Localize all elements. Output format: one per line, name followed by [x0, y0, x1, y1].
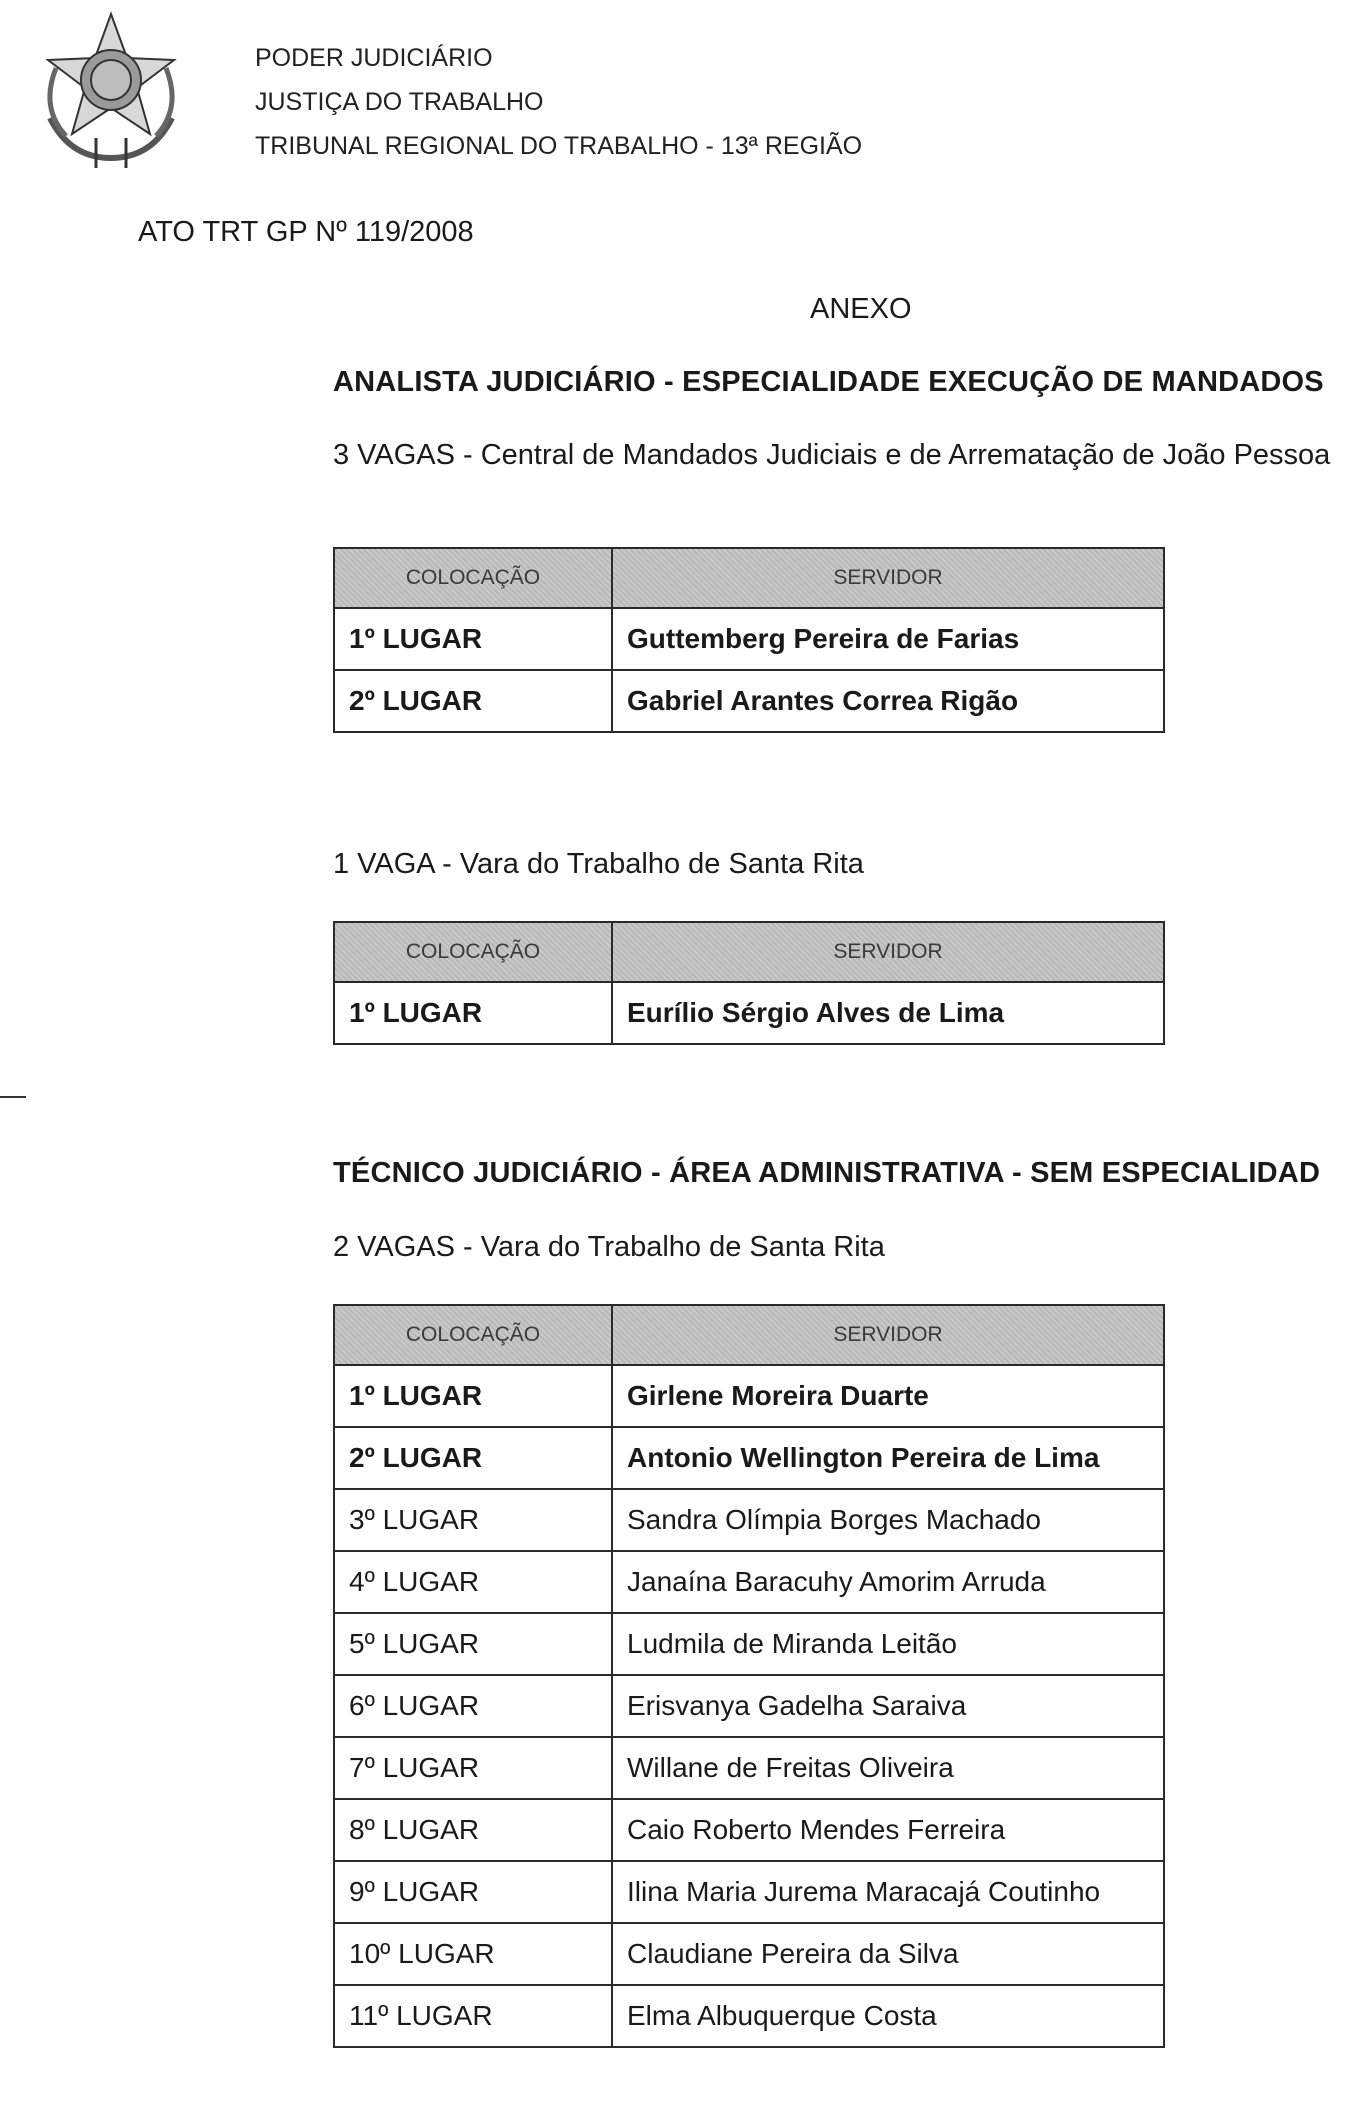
coat-of-arms-icon	[30, 8, 192, 170]
server-cell: Girlene Moreira Duarte	[612, 1365, 1164, 1427]
table-row	[334, 1489, 1164, 1551]
placement-cell: 3º LUGAR	[334, 1489, 612, 1551]
server-cell: Claudiane Pereira da Silva	[612, 1923, 1164, 1985]
header-line-3: TRIBUNAL REGIONAL DO TRABALHO - 13ª REGIÃO	[255, 132, 863, 160]
placement-cell: 1º LUGAR	[334, 982, 612, 1044]
column-header-placement: COLOCAÇÃO	[334, 1305, 612, 1365]
table-row	[334, 1365, 1164, 1427]
placement-cell: 5º LUGAR	[334, 1613, 612, 1675]
ranking-table	[333, 1304, 1165, 2048]
table-row	[334, 1923, 1164, 1985]
server-cell: Ludmila de Miranda Leitão	[612, 1613, 1164, 1675]
annex-title: ANEXO	[810, 293, 912, 325]
ranking-table	[333, 547, 1165, 733]
table-row	[334, 1737, 1164, 1799]
header-line-2: JUSTIÇA DO TRABALHO	[255, 88, 544, 116]
placement-cell: 2º LUGAR	[334, 670, 612, 732]
server-cell: Ilina Maria Jurema Maracajá Coutinho	[612, 1861, 1164, 1923]
table-row	[334, 1427, 1164, 1489]
server-cell: Guttemberg Pereira de Farias	[612, 608, 1164, 670]
placement-cell: 1º LUGAR	[334, 1365, 612, 1427]
header-line-1: PODER JUDICIÁRIO	[255, 44, 493, 72]
placement-cell: 6º LUGAR	[334, 1675, 612, 1737]
table-row	[334, 1985, 1164, 2047]
server-cell: Erisvanya Gadelha Saraiva	[612, 1675, 1164, 1737]
column-header-server: SERVIDOR	[612, 922, 1164, 982]
server-cell: Janaína Baracuhy Amorim Arruda	[612, 1551, 1164, 1613]
column-header-server: SERVIDOR	[612, 548, 1164, 608]
table-row	[334, 1799, 1164, 1861]
placement-cell: 7º LUGAR	[334, 1737, 612, 1799]
section-title: TÉCNICO JUDICIÁRIO - ÁREA ADMINISTRATIVA - SEM ESPECIALIDAD	[333, 1157, 1321, 1189]
table-row	[334, 670, 1164, 732]
table-row	[334, 1613, 1164, 1675]
table-row	[334, 1551, 1164, 1613]
table-row	[334, 982, 1164, 1044]
server-cell: Caio Roberto Mendes Ferreira	[612, 1799, 1164, 1861]
placement-cell: 1º LUGAR	[334, 608, 612, 670]
vacancy-line: 3 VAGAS - Central de Mandados Judiciais e de Arrematação de João Pessoa	[333, 439, 1331, 471]
server-cell: Antonio Wellington Pereira de Lima	[612, 1427, 1164, 1489]
column-header-placement: COLOCAÇÃO	[334, 922, 612, 982]
table-row	[334, 608, 1164, 670]
vacancy-line: 1 VAGA - Vara do Trabalho de Santa Rita	[333, 848, 864, 880]
server-cell: Sandra Olímpia Borges Machado	[612, 1489, 1164, 1551]
table-row	[334, 1675, 1164, 1737]
placement-cell: 11º LUGAR	[334, 1985, 612, 2047]
server-cell: Gabriel Arantes Correa Rigão	[612, 670, 1164, 732]
ranking-table	[333, 921, 1165, 1045]
section-title: ANALISTA JUDICIÁRIO - ESPECIALIDADE EXECUÇÃO DE MANDADOS	[333, 366, 1324, 398]
margin-mark	[0, 1096, 26, 1098]
placement-cell: 8º LUGAR	[334, 1799, 612, 1861]
server-cell: Eurílio Sérgio Alves de Lima	[612, 982, 1164, 1044]
server-cell: Willane de Freitas Oliveira	[612, 1737, 1164, 1799]
table-row	[334, 1861, 1164, 1923]
placement-cell: 9º LUGAR	[334, 1861, 612, 1923]
placement-cell: 10º LUGAR	[334, 1923, 612, 1985]
vacancy-line: 2 VAGAS - Vara do Trabalho de Santa Rita	[333, 1231, 885, 1263]
placement-cell: 4º LUGAR	[334, 1551, 612, 1613]
column-header-server: SERVIDOR	[612, 1305, 1164, 1365]
placement-cell: 2º LUGAR	[334, 1427, 612, 1489]
server-cell: Elma Albuquerque Costa	[612, 1985, 1164, 2047]
column-header-placement: COLOCAÇÃO	[334, 548, 612, 608]
act-number: ATO TRT GP Nº 119/2008	[138, 216, 474, 248]
